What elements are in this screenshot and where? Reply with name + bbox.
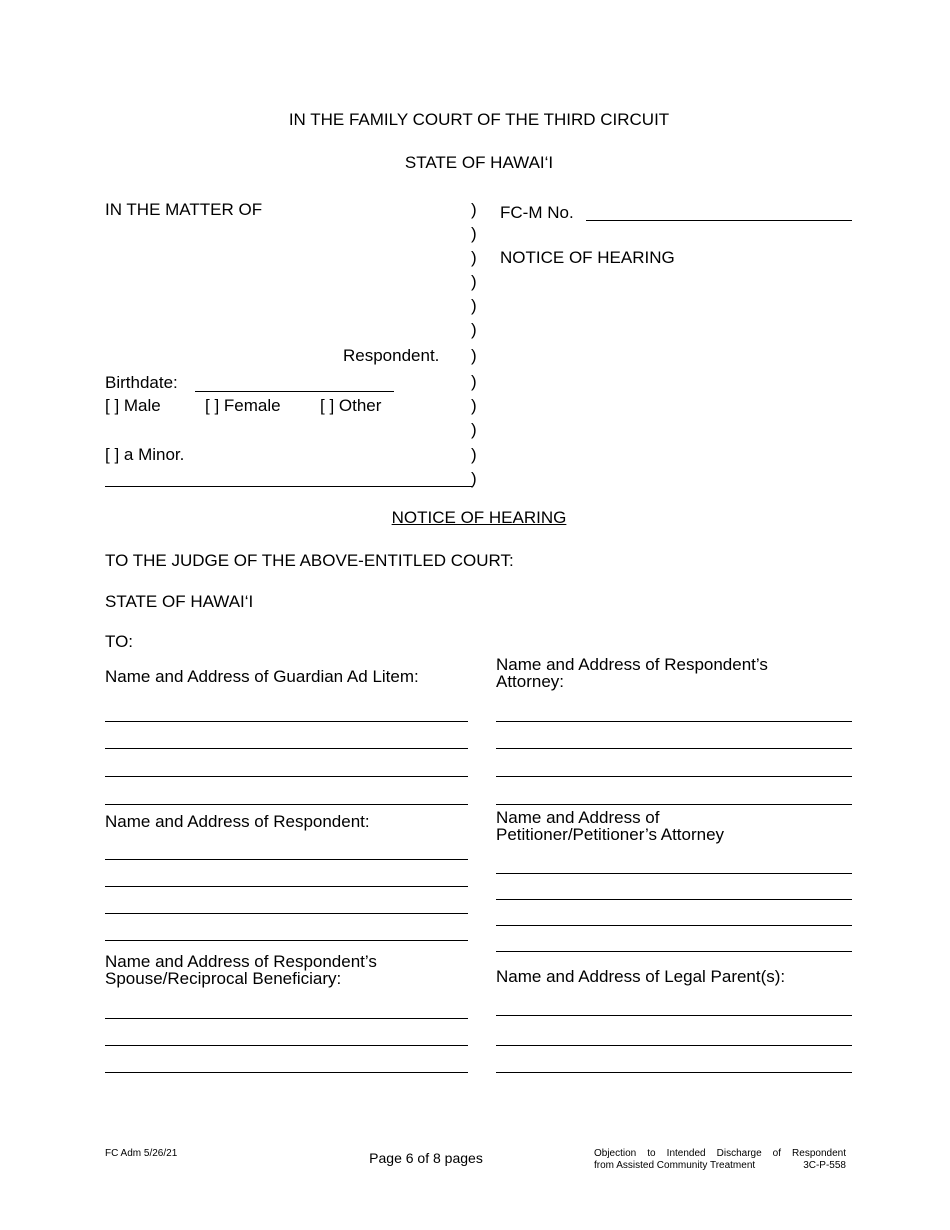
respondent-attorney-line[interactable] — [496, 804, 852, 805]
male-checkbox[interactable]: [ ] Male — [105, 396, 161, 415]
court-name: IN THE FAMILY COURT OF THE THIRD CIRCUIT — [288, 110, 670, 129]
respondent-address-line[interactable] — [105, 940, 468, 941]
respondent-attorney-line[interactable] — [496, 748, 852, 749]
caption-paren: ) — [471, 320, 477, 339]
respondent-attorney-line[interactable] — [496, 721, 852, 722]
respondent-address-line[interactable] — [105, 886, 468, 887]
guardian-line[interactable] — [105, 804, 468, 805]
caption-paren: ) — [471, 224, 477, 243]
court-state: STATE OF HAWAI‘I — [404, 153, 554, 172]
footer-title-line2 — [594, 1160, 846, 1172]
spouse-label-line1: Name and Address of Respondent’s — [105, 952, 377, 971]
legal-parent-line[interactable] — [496, 1015, 852, 1016]
caption-paren: ) — [471, 248, 477, 267]
spouse-line[interactable] — [105, 1018, 468, 1019]
guardian-line[interactable] — [105, 721, 468, 722]
footer-title-line2a: from Assisted Community Treatment — [594, 1160, 756, 1171]
state-line: STATE OF HAWAI‘I — [105, 592, 254, 611]
petitioner-line[interactable] — [496, 925, 852, 926]
caption-paren: ) — [471, 296, 477, 315]
respondent-attorney-label-line1: Name and Address of Respondent’s — [496, 655, 768, 674]
document-title: NOTICE OF HEARING — [500, 248, 675, 267]
caption-bottom-rule — [105, 486, 472, 487]
guardian-line[interactable] — [105, 776, 468, 777]
petitioner-label — [496, 809, 724, 843]
to-judge: TO THE JUDGE OF THE ABOVE-ENTITLED COURT: — [105, 551, 514, 570]
caption-paren: ) — [471, 272, 477, 291]
legal-parent-line[interactable] — [496, 1045, 852, 1046]
petitioner-label-line1: Name and Address of — [496, 808, 660, 827]
legal-parent-line[interactable] — [496, 1072, 852, 1073]
page-number: Page 6 of 8 pages — [369, 1150, 483, 1166]
spouse-label — [105, 953, 377, 987]
footer-title-line1: Objection to Intended Discharge of Respondent — [594, 1148, 846, 1159]
caption-paren: ) — [471, 420, 477, 439]
footer-form-title — [594, 1148, 846, 1172]
case-number-label: FC-M No. — [500, 203, 574, 222]
form-id: FC Adm 5/26/21 — [105, 1148, 178, 1159]
in-the-matter-of: IN THE MATTER OF — [105, 200, 263, 219]
spouse-label-line2: Spouse/Reciprocal Beneficiary: — [105, 969, 342, 988]
birthdate-label: Birthdate: — [105, 373, 178, 392]
birthdate-field[interactable] — [195, 391, 394, 392]
caption-paren: ) — [471, 469, 477, 488]
to-label: TO: — [105, 632, 134, 651]
spouse-line[interactable] — [105, 1045, 468, 1046]
respondent-attorney-label — [496, 656, 768, 690]
petitioner-line[interactable] — [496, 873, 852, 874]
caption-paren: ) — [471, 346, 477, 365]
respondent-address-line[interactable] — [105, 859, 468, 860]
female-checkbox[interactable]: [ ] Female — [205, 396, 281, 415]
petitioner-line[interactable] — [496, 951, 852, 952]
respondent-attorney-line[interactable] — [496, 776, 852, 777]
caption-paren: ) — [471, 372, 477, 391]
respondent-address-line[interactable] — [105, 913, 468, 914]
respondent-label: Respondent. — [343, 346, 440, 365]
respondent-attorney-label-line2: Attorney: — [496, 672, 565, 691]
guardian-label: Name and Address of Guardian Ad Litem: — [105, 667, 419, 686]
petitioner-label-line2: Petitioner/Petitioner’s Attorney — [496, 825, 725, 844]
minor-checkbox[interactable]: [ ] a Minor. — [105, 445, 185, 464]
form-code: 3C-P-558 — [803, 1160, 846, 1171]
legal-parent-label: Name and Address of Legal Parent(s): — [496, 967, 786, 986]
petitioner-line[interactable] — [496, 899, 852, 900]
caption-paren: ) — [471, 445, 477, 464]
case-number-field[interactable] — [586, 220, 852, 221]
caption-paren: ) — [471, 200, 477, 219]
caption-paren: ) — [471, 396, 477, 415]
spouse-line[interactable] — [105, 1072, 468, 1073]
notice-heading: NOTICE OF HEARING — [391, 508, 567, 527]
respondent-address-label: Name and Address of Respondent: — [105, 812, 370, 831]
other-checkbox[interactable]: [ ] Other — [320, 396, 382, 415]
guardian-line[interactable] — [105, 748, 468, 749]
